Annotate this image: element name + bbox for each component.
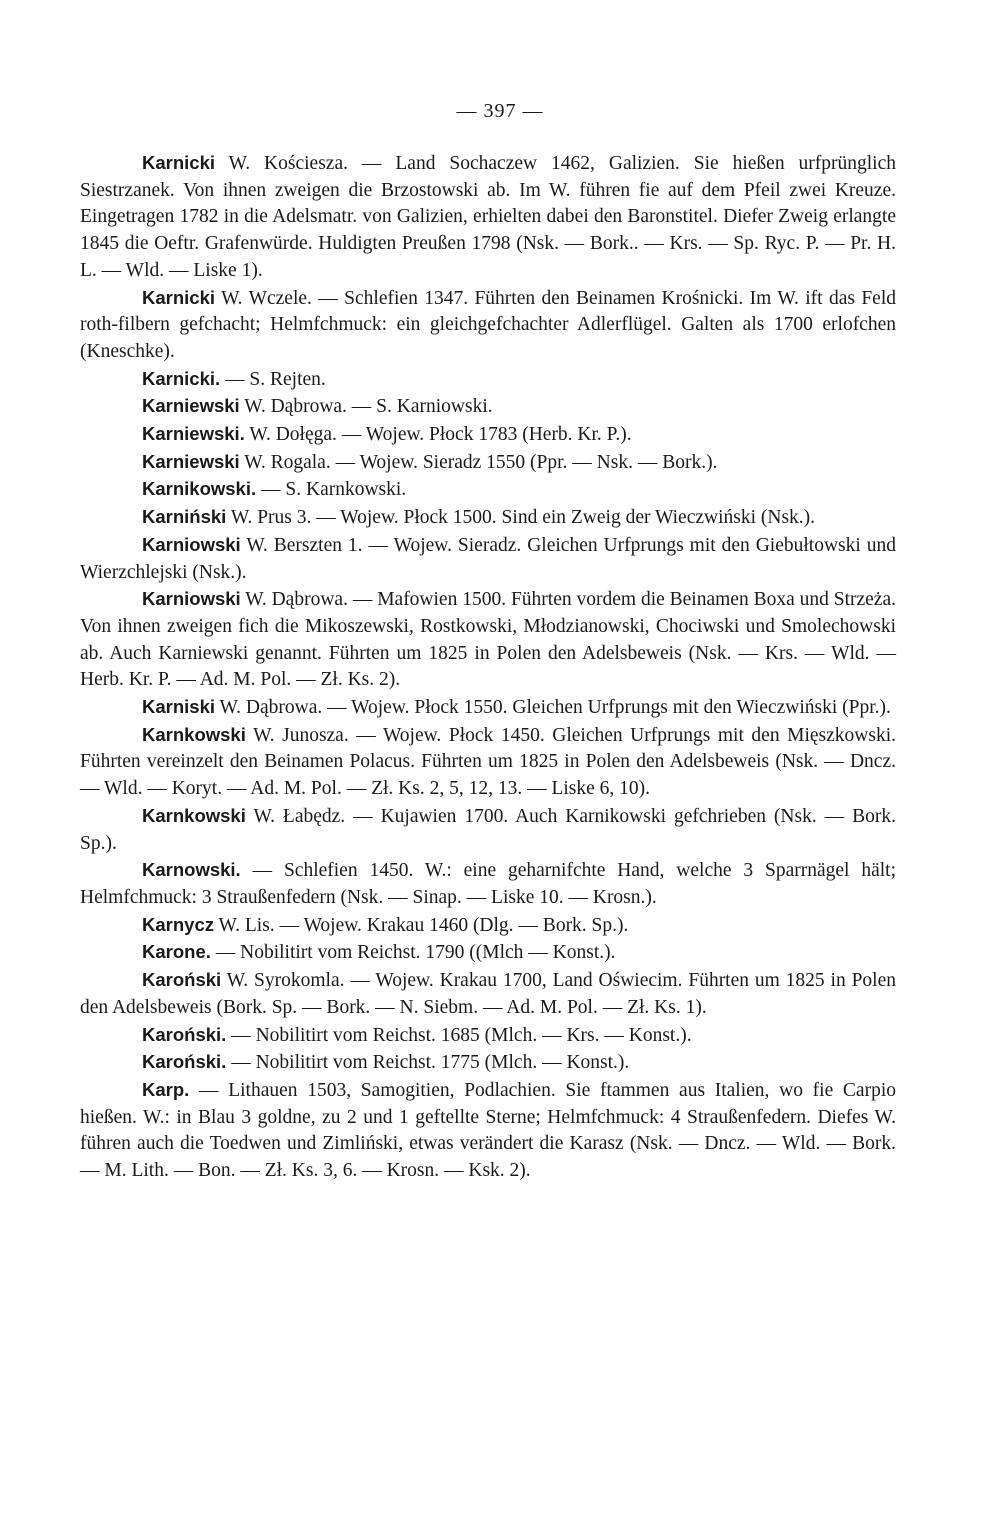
entry-paragraph <box>80 586 896 694</box>
entry-name: Karniewski <box>142 450 240 472</box>
entry-paragraph <box>80 504 896 532</box>
entry-paragraph <box>80 722 896 803</box>
entry-paragraph <box>80 366 896 394</box>
entry-name: Karnikowski. <box>142 478 257 500</box>
entry-paragraph <box>80 967 896 1021</box>
entry-text: W. Syrokomla. — Wojew. Krakau 1700, Land Oświecim. Führten um 1825 in Polen den Adelsbeweis (Bork. Sp. — Bork. — N. Siebm. — Ad. M. Pol. — Zł. Ks. 1). <box>80 970 896 1018</box>
entry-name: Karnicki <box>142 286 216 308</box>
entry-name: Karniewski <box>142 395 240 417</box>
entry-text: — Schlefien 1450. W.: eine geharnifchte Hand, welche 3 Sparrnägel hält; Helmfchmuck: 3 Straußenfedern (Nsk. — Sinap. — Liske 10. — Krosn.). <box>80 860 896 908</box>
entry-name: Karoński. <box>142 1023 227 1045</box>
entry-text: — Nobilitirt vom Reichst. 1685 (Mlch. — Krs. — Konst.). <box>231 1024 692 1046</box>
entry-paragraph <box>80 1022 896 1050</box>
entry-name: Karoński <box>142 969 222 991</box>
entry-text: — S. Rejten. <box>225 368 326 390</box>
entry-text: W. Dąbrowa. — Wojew. Płock 1550. Gleichen Urfprungs mit den Wieczwiński (Ppr.). <box>219 697 891 719</box>
entry-text: W. Rogala. — Wojew. Sieradz 1550 (Ppr. — Nsk. — Bork.). <box>244 451 718 473</box>
entry-paragraph <box>80 532 896 586</box>
entry-text: W. Dąbrowa. — Mafowien 1500. Führten vordem die Beinamen Boxa und Strzeża. Von ihnen zweigen fich die Mikoszewski, Rostkowski, Młodzianowski, Chociwski und Smolechowski ab. Auch Karniewski genannt. Führten um 1825 in Polen den Adelsbeweis (Nsk. — Krs. — Wld. — Herb. Kr. P. — Ad. M. Pol. — Zł. Ks. 2). <box>80 589 896 691</box>
entry-paragraph <box>80 393 896 421</box>
entry-name: Karnkowski <box>142 723 246 745</box>
entry-paragraph <box>80 421 896 449</box>
entry-name: Karniński <box>142 506 227 528</box>
entry-name: Karoński. <box>142 1051 227 1073</box>
entry-paragraph <box>80 476 896 504</box>
entry-paragraph <box>80 857 896 911</box>
entry-paragraph <box>80 150 896 285</box>
entry-name: Karnicki <box>142 152 216 173</box>
entry-list <box>80 150 896 1185</box>
entry-name: Karnkowski <box>142 804 246 826</box>
entry-text: W. Wczele. — Schlefien 1347. Führten den Beinamen Krośnicki. Im W. ift das Feld roth-filbern gefchacht; Helmfchmuck: ein gleichgefchachter Adlerflügel. Galten als 1700 erlofchen (Kneschke). <box>80 287 896 362</box>
entry-name: Karnycz <box>142 913 214 935</box>
entry-text: W. Lis. — Wojew. Krakau 1460 (Dlg. — Bork. Sp.). <box>218 914 629 936</box>
entry-text: W. Berszten 1. — Wojew. Sieradz. Gleichen Urfprungs mit den Giebułtowski und Wierzchlejski (Nsk.). <box>80 534 896 583</box>
entry-paragraph <box>80 803 896 857</box>
entry-paragraph <box>80 1049 896 1077</box>
entry-name: Karp. <box>142 1078 190 1100</box>
entry-name: Karone. <box>142 941 211 963</box>
entry-text: — Lithauen 1503, Samogitien, Podlachien. Sie ftammen aus Italien, wo fie Carpio hießen. W.: in Blau 3 goldne, zu 2 und 1 geftellte Sterne; Helmfchmuck: 4 Straußenfedern. Diefes W. führen auch die Toedwen und Zimliński, etwas verändert die Karasz (Nsk. — Dncz. — Wld. — Bork. — M. Lith. — Bon. — Zł. Ks. 3, 6. — Krosn. — Ksk. 2). <box>80 1079 896 1182</box>
page-number: — 397 — <box>456 100 544 122</box>
entry-paragraph <box>80 912 896 940</box>
entry-text: W. Kościesza. — Land Sochaczew 1462, Galizien. Sie hießen urfprünglich Siestrzanek. Von ihnen zweigen die Brzostowski ab. Im W. führen fie auf dem Pfeil zwei Kreuze. Eingetragen 1782 in die Adelsmatr. von Galizien, erhielten dabei den Baronstitel. Diefer Zweig erlangte 1845 die Oeftr. Grafenwürde. Huldigten Preußen 1798 (Nsk. — Bork.. — Krs. — Sp. Ryc. P. — Pr. H. L. — Wld. — Liske 1). <box>80 153 896 281</box>
entry-name: Karniowski <box>142 588 241 610</box>
entry-paragraph <box>80 939 896 967</box>
entry-text: — Nobilitirt vom Reichst. 1775 (Mlch. — Konst.). <box>231 1052 630 1074</box>
entry-name: Karniewski. <box>142 423 245 445</box>
entry-text: W. Dołęga. — Wojew. Płock 1783 (Herb. Kr. P.). <box>249 424 632 446</box>
entry-name: Karnowski. <box>142 859 241 881</box>
entry-paragraph <box>80 449 896 477</box>
entry-text: W. Prus 3. — Wojew. Płock 1500. Sind ein Zweig der Wieczwiński (Nsk.). <box>230 507 816 529</box>
entry-text: W. Łabędz. — Kujawien 1700. Auch Karnikowski gefchrieben (Nsk. — Bork. Sp.). <box>80 805 897 854</box>
entry-text: — Nobilitirt vom Reichst. 1790 ((Mlch — Konst.). <box>215 942 616 964</box>
entry-paragraph <box>80 694 896 722</box>
entry-name: Karniowski <box>142 533 241 555</box>
entry-text: — S. Karnkowski. <box>261 479 407 501</box>
entry-name: Karniski <box>142 696 216 718</box>
entry-name: Karnicki. <box>142 367 221 389</box>
entry-paragraph <box>80 285 896 366</box>
entry-text: W. Dąbrowa. — S. Karniowski. <box>244 396 493 418</box>
entry-paragraph <box>80 1077 896 1185</box>
entry-text: W. Junosza. — Wojew. Płock 1450. Gleichen Urfprungs mit den Mięszkowski. Führten vereinzelt den Beinamen Polacus. Führten um 1825 in Polen den Adelsbeweis (Nsk. — Dncz. — Wld. — Koryt. — Ad. M. Pol. — Zł. Ks. 2, 5, 12, 13. — Liske 6, 10). <box>80 724 896 800</box>
